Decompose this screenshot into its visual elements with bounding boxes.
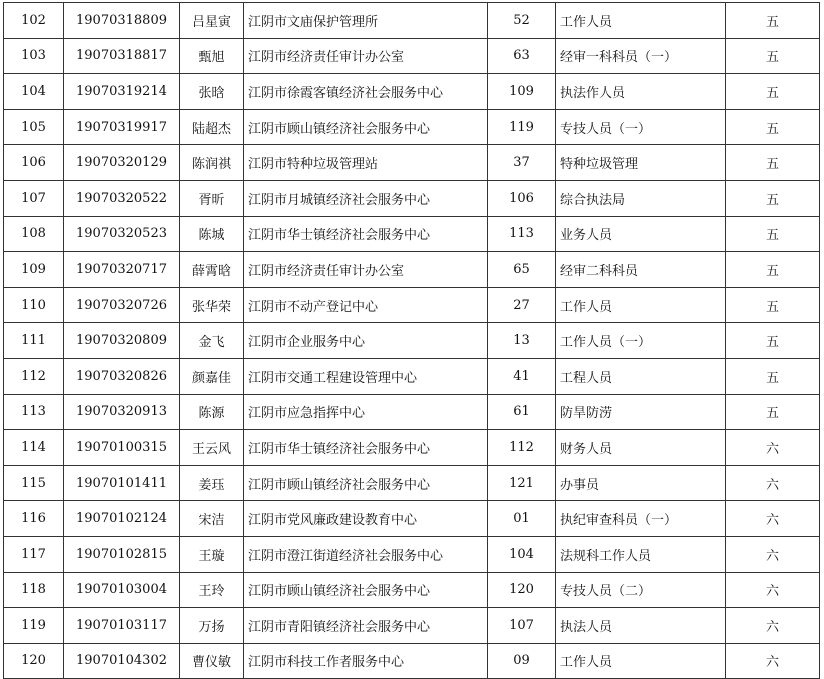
- name-cell: 胥昕: [180, 180, 244, 216]
- round-cell: 五: [726, 74, 820, 110]
- table-row: [4, 3, 820, 39]
- position-code-cell: 52: [488, 3, 556, 39]
- exam-id-cell: 19070100315: [64, 430, 180, 466]
- round-cell: 五: [726, 216, 820, 252]
- table-row: [4, 323, 820, 359]
- round-cell: 六: [726, 643, 820, 679]
- unit-cell: 江阴市顾山镇经济社会服务中心: [244, 572, 488, 608]
- row-number-cell: 112: [4, 358, 64, 394]
- position-cell: 特种垃圾管理: [556, 145, 726, 181]
- name-cell: 颜嘉佳: [180, 358, 244, 394]
- table-row: [4, 252, 820, 288]
- table-row: [4, 430, 820, 466]
- position-code-cell: 41: [488, 358, 556, 394]
- exam-id-cell: 19070320523: [64, 216, 180, 252]
- position-cell: 专技人员（二）: [556, 572, 726, 608]
- position-code-cell: 119: [488, 109, 556, 145]
- unit-cell: 江阴市华士镇经济社会服务中心: [244, 430, 488, 466]
- exam-id-cell: 19070102815: [64, 536, 180, 572]
- row-number-cell: 107: [4, 180, 64, 216]
- row-number-cell: 109: [4, 252, 64, 288]
- round-cell: 五: [726, 252, 820, 288]
- unit-cell: 江阴市顾山镇经济社会服务中心: [244, 465, 488, 501]
- table-row: [4, 216, 820, 252]
- row-number-cell: 117: [4, 536, 64, 572]
- position-code-cell: 65: [488, 252, 556, 288]
- row-number-cell: 114: [4, 430, 64, 466]
- unit-cell: 江阴市华士镇经济社会服务中心: [244, 216, 488, 252]
- name-cell: 陈城: [180, 216, 244, 252]
- unit-cell: 江阴市徐霞客镇经济社会服务中心: [244, 74, 488, 110]
- unit-cell: 江阴市经济责任审计办公室: [244, 38, 488, 74]
- position-cell: 财务人员: [556, 430, 726, 466]
- position-code-cell: 27: [488, 287, 556, 323]
- round-cell: 五: [726, 323, 820, 359]
- exam-id-cell: 19070103004: [64, 572, 180, 608]
- table-row: [4, 643, 820, 679]
- row-number-cell: 103: [4, 38, 64, 74]
- position-code-cell: 13: [488, 323, 556, 359]
- position-cell: 工作人员（一）: [556, 323, 726, 359]
- name-cell: 王云风: [180, 430, 244, 466]
- name-cell: 陆超杰: [180, 109, 244, 145]
- round-cell: 五: [726, 109, 820, 145]
- unit-cell: 江阴市文庙保护管理所: [244, 3, 488, 39]
- name-cell: 曹仪敏: [180, 643, 244, 679]
- row-number-cell: 102: [4, 3, 64, 39]
- position-cell: 工作人员: [556, 287, 726, 323]
- exam-id-cell: 19070320809: [64, 323, 180, 359]
- unit-cell: 江阴市特种垃圾管理站: [244, 145, 488, 181]
- position-code-cell: 106: [488, 180, 556, 216]
- unit-cell: 江阴市党风廉政建设教育中心: [244, 501, 488, 537]
- name-cell: 王璇: [180, 536, 244, 572]
- position-code-cell: 112: [488, 430, 556, 466]
- unit-cell: 江阴市科技工作者服务中心: [244, 643, 488, 679]
- name-cell: 陈润祺: [180, 145, 244, 181]
- row-number-cell: 116: [4, 501, 64, 537]
- row-number-cell: 108: [4, 216, 64, 252]
- position-cell: 经审二科科员: [556, 252, 726, 288]
- unit-cell: 江阴市交通工程建设管理中心: [244, 358, 488, 394]
- name-cell: 薛霄晗: [180, 252, 244, 288]
- name-cell: 陈源: [180, 394, 244, 430]
- row-number-cell: 110: [4, 287, 64, 323]
- position-cell: 执法人员: [556, 608, 726, 644]
- table-row: [4, 501, 820, 537]
- name-cell: 张华荣: [180, 287, 244, 323]
- exam-id-cell: 19070320717: [64, 252, 180, 288]
- position-code-cell: 61: [488, 394, 556, 430]
- round-cell: 六: [726, 430, 820, 466]
- table-row: [4, 145, 820, 181]
- position-code-cell: 121: [488, 465, 556, 501]
- table-body: [4, 3, 820, 679]
- position-cell: 综合执法局: [556, 180, 726, 216]
- position-code-cell: 09: [488, 643, 556, 679]
- table-row: [4, 358, 820, 394]
- exam-id-cell: 19070319917: [64, 109, 180, 145]
- row-number-cell: 106: [4, 145, 64, 181]
- round-cell: 六: [726, 572, 820, 608]
- position-cell: 办事员: [556, 465, 726, 501]
- name-cell: 张晗: [180, 74, 244, 110]
- table-row: [4, 465, 820, 501]
- position-cell: 执法作人员: [556, 74, 726, 110]
- position-code-cell: 113: [488, 216, 556, 252]
- row-number-cell: 111: [4, 323, 64, 359]
- unit-cell: 江阴市顾山镇经济社会服务中心: [244, 109, 488, 145]
- position-cell: 工作人员: [556, 643, 726, 679]
- row-number-cell: 115: [4, 465, 64, 501]
- table-row: [4, 180, 820, 216]
- name-cell: 姜珏: [180, 465, 244, 501]
- exam-id-cell: 19070103117: [64, 608, 180, 644]
- round-cell: 五: [726, 287, 820, 323]
- unit-cell: 江阴市经济责任审计办公室: [244, 252, 488, 288]
- row-number-cell: 113: [4, 394, 64, 430]
- table-row: [4, 38, 820, 74]
- position-code-cell: 104: [488, 536, 556, 572]
- exam-id-cell: 19070320129: [64, 145, 180, 181]
- exam-id-cell: 19070101411: [64, 465, 180, 501]
- position-code-cell: 109: [488, 74, 556, 110]
- round-cell: 五: [726, 180, 820, 216]
- round-cell: 五: [726, 3, 820, 39]
- position-code-cell: 120: [488, 572, 556, 608]
- round-cell: 五: [726, 38, 820, 74]
- table-row: [4, 572, 820, 608]
- name-cell: 万扬: [180, 608, 244, 644]
- candidate-table: [3, 2, 820, 679]
- row-number-cell: 105: [4, 109, 64, 145]
- exam-id-cell: 19070318809: [64, 3, 180, 39]
- table-row: [4, 536, 820, 572]
- row-number-cell: 104: [4, 74, 64, 110]
- position-code-cell: 107: [488, 608, 556, 644]
- round-cell: 六: [726, 501, 820, 537]
- round-cell: 六: [726, 536, 820, 572]
- table-row: [4, 287, 820, 323]
- name-cell: 甄旭: [180, 38, 244, 74]
- name-cell: 王玲: [180, 572, 244, 608]
- table-row: [4, 74, 820, 110]
- exam-id-cell: 19070104302: [64, 643, 180, 679]
- unit-cell: 江阴市企业服务中心: [244, 323, 488, 359]
- row-number-cell: 118: [4, 572, 64, 608]
- unit-cell: 江阴市应急指挥中心: [244, 394, 488, 430]
- round-cell: 六: [726, 465, 820, 501]
- table-row: [4, 109, 820, 145]
- position-cell: 防旱防涝: [556, 394, 726, 430]
- position-cell: 业务人员: [556, 216, 726, 252]
- exam-id-cell: 19070320913: [64, 394, 180, 430]
- unit-cell: 江阴市月城镇经济社会服务中心: [244, 180, 488, 216]
- position-cell: 工程人员: [556, 358, 726, 394]
- round-cell: 五: [726, 145, 820, 181]
- position-cell: 专技人员（一）: [556, 109, 726, 145]
- name-cell: 吕星寅: [180, 3, 244, 39]
- unit-cell: 江阴市不动产登记中心: [244, 287, 488, 323]
- row-number-cell: 120: [4, 643, 64, 679]
- position-cell: 经审一科科员（一）: [556, 38, 726, 74]
- round-cell: 五: [726, 358, 820, 394]
- exam-id-cell: 19070318817: [64, 38, 180, 74]
- unit-cell: 江阴市青阳镇经济社会服务中心: [244, 608, 488, 644]
- position-code-cell: 63: [488, 38, 556, 74]
- position-cell: 执纪审查科员（一）: [556, 501, 726, 537]
- table-row: [4, 394, 820, 430]
- unit-cell: 江阴市澄江街道经济社会服务中心: [244, 536, 488, 572]
- round-cell: 五: [726, 394, 820, 430]
- name-cell: 宋洁: [180, 501, 244, 537]
- position-code-cell: 37: [488, 145, 556, 181]
- exam-id-cell: 19070320522: [64, 180, 180, 216]
- row-number-cell: 119: [4, 608, 64, 644]
- position-cell: 工作人员: [556, 3, 726, 39]
- name-cell: 金飞: [180, 323, 244, 359]
- position-code-cell: 01: [488, 501, 556, 537]
- exam-id-cell: 19070320826: [64, 358, 180, 394]
- round-cell: 六: [726, 608, 820, 644]
- exam-id-cell: 19070102124: [64, 501, 180, 537]
- exam-id-cell: 19070320726: [64, 287, 180, 323]
- exam-id-cell: 19070319214: [64, 74, 180, 110]
- table-row: [4, 608, 820, 644]
- position-cell: 法规科工作人员: [556, 536, 726, 572]
